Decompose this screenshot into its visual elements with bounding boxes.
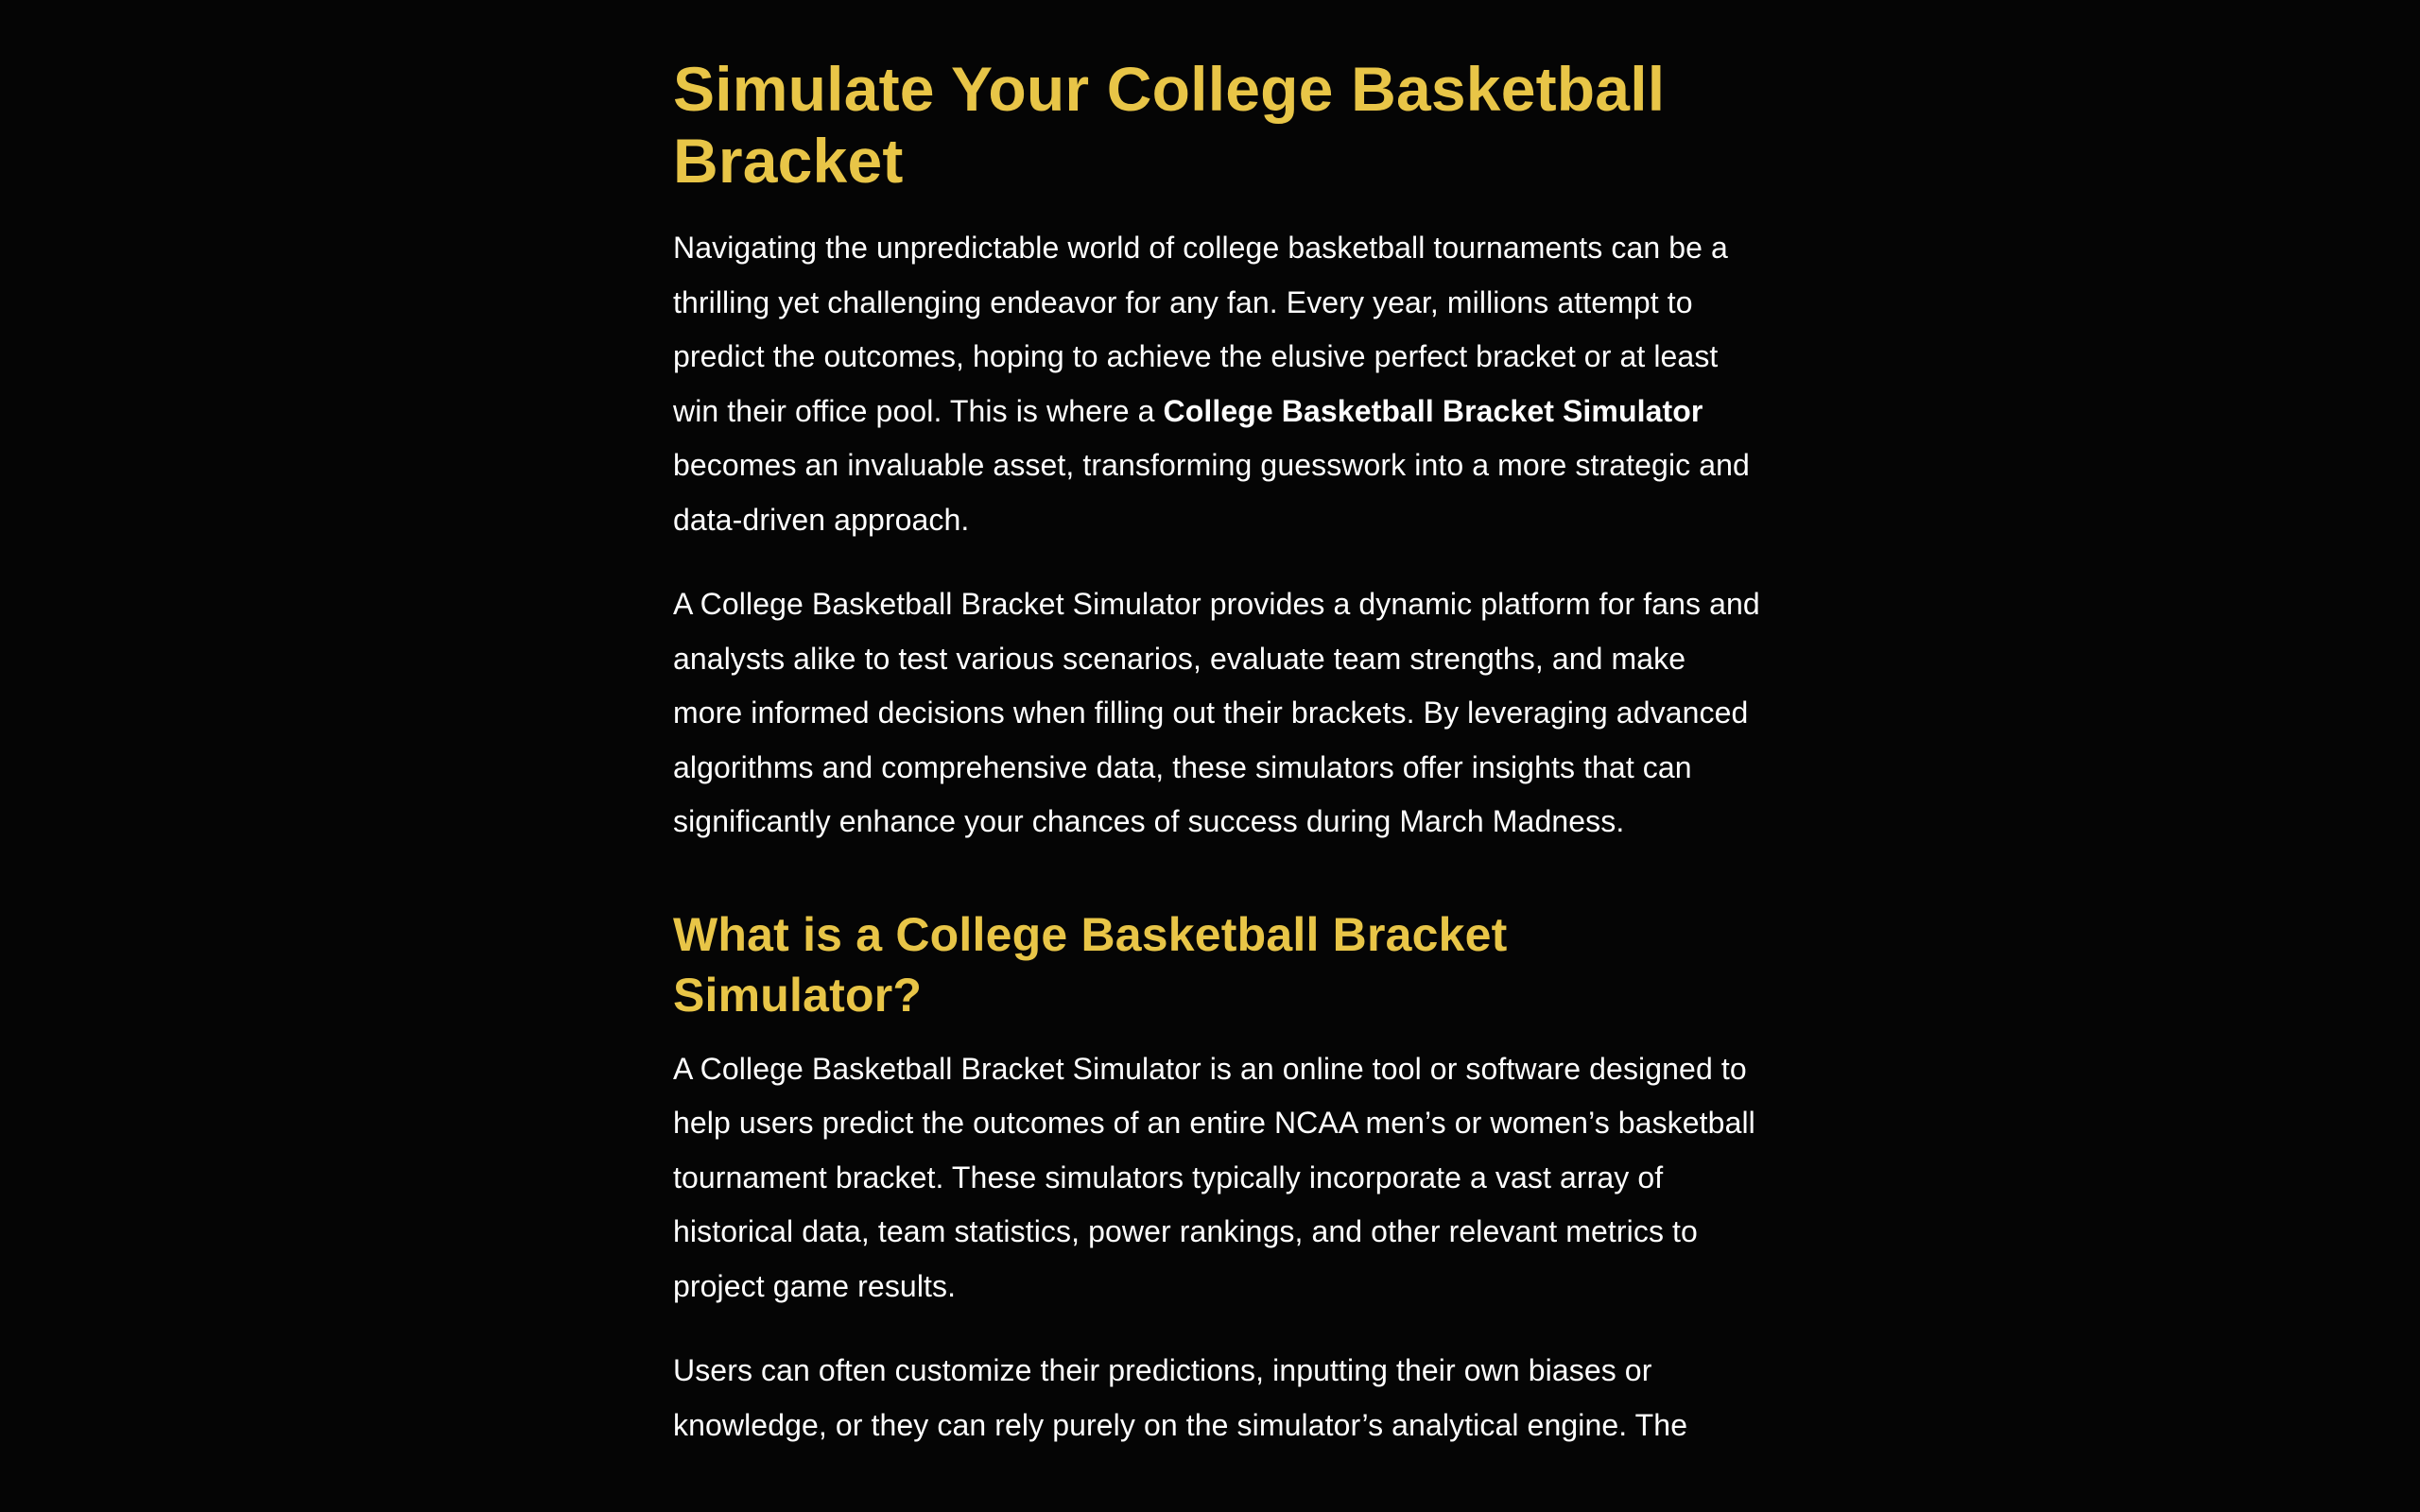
intro-bold-term: College Basketball Bracket Simulator: [1163, 393, 1703, 428]
body-paragraph-3: A College Basketball Bracket Simulator is an online tool or software designed to help users predict the outcomes of an entire NCAA men’s or women’s basketball tournament bracket. These simulators typically incorporate a vast array of historical data, team statistics, power rankings, and other relevant metrics to project game results.: [673, 1051, 1755, 1303]
page-title: Simulate Your College Basketball Bracket: [673, 54, 1666, 196]
section-heading: What is a College Basketball Bracket Simulator?: [673, 907, 1508, 1022]
intro-text-end: becomes an invaluable asset, transforming guesswork into a more strategic and data-driven approach.: [673, 448, 1750, 537]
intro-paragraph: [673, 221, 1760, 547]
body-paragraph-2: A College Basketball Bracket Simulator provides a dynamic platform for fans and analysts alike to test various scenarios, evaluate team strengths, and make more informed decisions when filling out their brackets. By leveraging advanced algorithms and comprehensive data, these simulators offer insights that can significantly enhance your chances of success during March Madness.: [673, 587, 1760, 838]
body-paragraph-4: Users can often customize their predictions, inputting their own biases or knowledge, or they can rely purely on the simulator’s analytical engine. The: [673, 1353, 1688, 1442]
article: [673, 53, 1760, 1452]
intro-text-start: Navigating the unpredictable world of college basketball tournaments can be a thrilling yet challenging endeavor for any fan. Every year, millions attempt to predict the outcomes, hoping to achieve the elusive perfect bracket or at least win their office pool. This is where a: [673, 231, 1728, 428]
